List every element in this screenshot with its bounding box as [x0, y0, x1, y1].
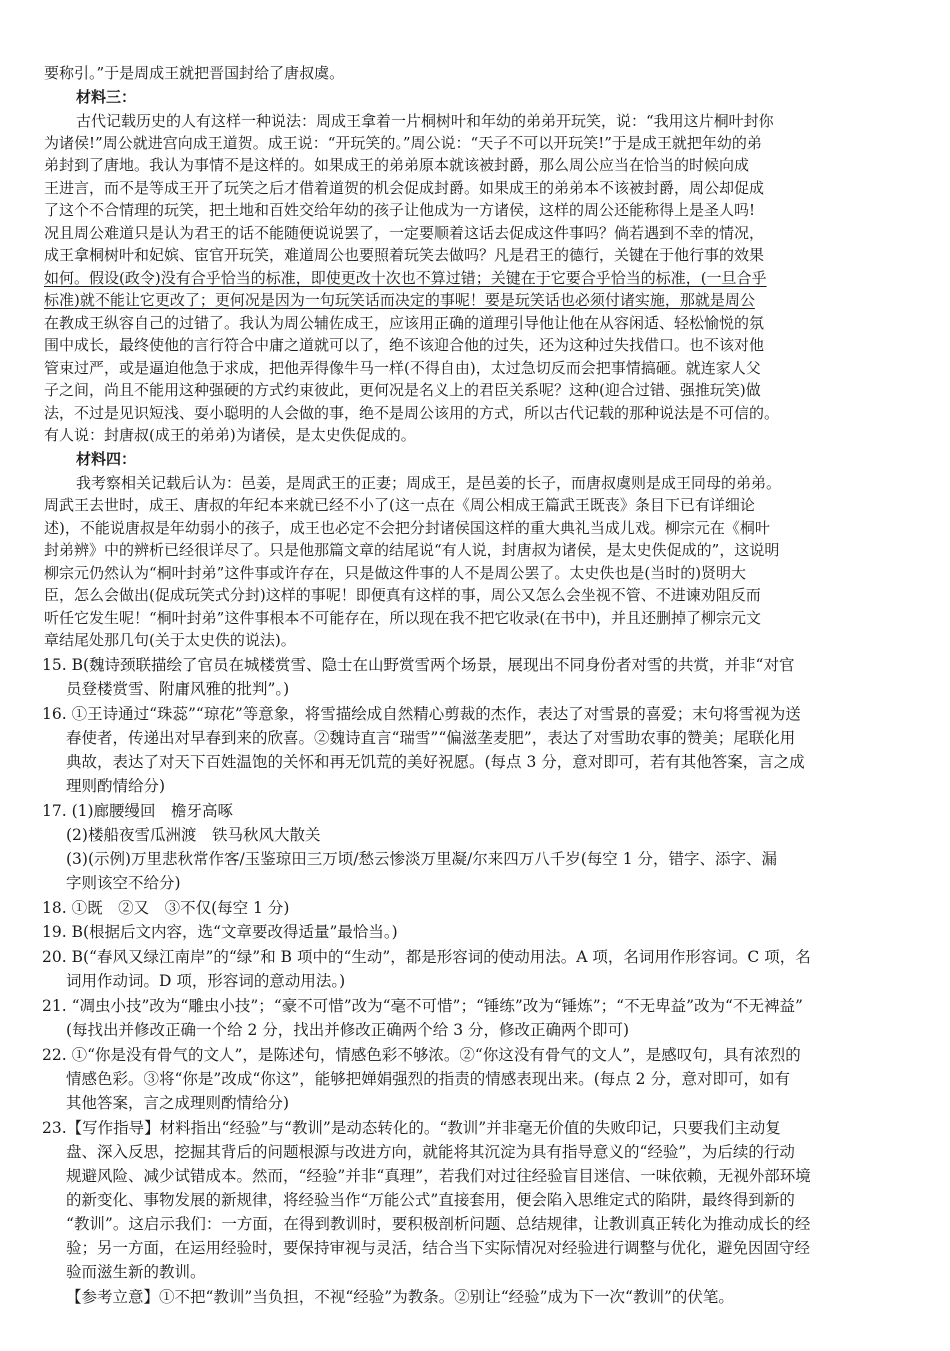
answer-23-cont: “教训”。这启示我们：一方面，在得到教训时，要积极剖析问题、总结规律，让教训真正转化为推动成长的经	[66, 1215, 811, 1233]
material3-line: 况且周公难道只是认为君王的话不能随便说说罢了，一定要顺着这话去促成这件事吗？倘若遇到不幸的情况，	[44, 224, 765, 242]
material4-line: 述)，不能说唐叔是年幼弱小的孩子，成王也必定不会把分封诸侯国这样的重大典礼当成儿戏。柳宗元在《桐叶	[44, 519, 770, 537]
material4-line: 我考察相关记载后认为：邑姜，是周武王的正妻；周成王，是邑姜的长子，而唐叔虞则是成王同母的弟弟。	[76, 474, 782, 492]
answer-23-cont: 验；另一方面，在运用经验时，要保持审视与灵活，结合当下实际情况对经验进行调整与优化，避免因固守经	[66, 1239, 811, 1257]
material3-line: 有人说：封唐叔(成王的弟弟)为诸侯，是太史佚促成的。	[44, 426, 416, 444]
material4-line: 章结尾处那几句(关于太史佚的说法)。	[44, 631, 296, 649]
answer-23-cont: 的新变化、事物发展的新规律，将经验当作“万能公式”直接套用，便会陷入思维定式的陷阱，最终得到新的	[66, 1191, 795, 1209]
answer-20: 20. B(“春风又绿江南岸”的“绿”和 B 项中的“生动”，都是形容词的使动用法。A 项，名词用作形容词。C 项，名	[42, 948, 811, 966]
answer-16-cont: 典故，表达了对天下百姓温饱的关怀和再无饥荒的美好祝愿。(每点 3 分，意对即可，若有其他答案，言之成	[66, 753, 805, 771]
answer-23-cont: 验而滋生新的教训。	[66, 1263, 206, 1281]
answer-18: 18. ①既 ②又 ③不仅(每空 1 分)	[42, 899, 290, 917]
answer-16-cont: 理则酌情给分)	[66, 777, 166, 795]
material3-line: 古代记载历史的人有这样一种说法：周成王拿着一片桐树叶和年幼的弟弟开玩笑，说：“我用这片桐叶封你	[76, 112, 774, 130]
material3-line: 围中成长，最终使他的言行符合中庸之道就可以了，绝不该迎合他的过失，还为这种过失找借口。也不该对他	[44, 336, 765, 354]
answer-17-2: (2)楼船夜雪瓜洲渡 铁马秋风大散关	[66, 826, 321, 844]
answer-19: 19. B(根据后文内容，选“文章要改得适量”最恰当。)	[42, 923, 398, 941]
material3-line: 王进言，而不是等成王开了玩笑之后才借着道贺的机会促成封爵。如果成王的弟弟本不该被封爵，周公却促成	[44, 179, 765, 197]
answer-16: 16. ①王诗通过“珠蕊”“琼花”等意象，将雪描绘成自然精心剪裁的杰作，表达了对雪景的喜爱；末句将雪视为送	[42, 705, 801, 723]
material3-line-underlined: 如何。假设(政令)没有合乎恰当的标准，即使更改十次也不算过错；关键在于它要合乎恰当的标准，(一旦合乎	[44, 269, 767, 287]
reference-idea: 【参考立意】①不把“教训”当负担，不视“经验”为教条。②别让“经验”成为下一次“教训”的伏笔。	[66, 1288, 734, 1306]
answer-20-cont: 词用作动词。D 项，形容词的意动用法。)	[66, 972, 346, 990]
material4-heading: 材料四：	[76, 450, 137, 468]
material3-line: 弟封到了唐地。我认为事情不是这样的。如果成王的弟弟原本就该被封爵，那么周公应当在恰当的时候向成	[44, 156, 750, 174]
material4-line: 封弟辨》中的辨析已经很详尽了。只是他那篇文章的结尾说“有人说，封唐叔为诸侯，是太史佚促成的”，这说明	[44, 541, 780, 559]
material4-line: 听任它发生呢！“桐叶封弟”这件事根本不可能存在，所以现在我不把它收录(在书中)，并且还删掉了柳宗元文	[44, 609, 762, 627]
answer-17: 17. (1)廊腰缦回 檐牙高啄	[42, 802, 234, 820]
intro-tail: 要称引。”于是周成王就把晋国封给了唐叔虞。	[44, 64, 345, 82]
answer-23: 23.【写作指导】材料指出“经验”与“教训”是动态转化的。“教训”并非毫无价值的失败印记，只要我们主动复	[42, 1119, 781, 1137]
material4-line: 周武王去世时，成王、唐叔的年纪本来就已经不小了(这一点在《周公相成王篇武王既丧》条目下已有详细论	[44, 496, 755, 514]
answer-22-cont: 情感色彩。③将“你是”改成“你这”，能够把婵娟强烈的指责的情感表现出来。(每点 2 分，意对即可，如有	[66, 1070, 790, 1088]
material3-line: 成王拿桐树叶和妃嫔、宦官开玩笑，难道周公也要照着玩笑去做吗？凡是君王的德行，关键在于他行事的效果	[44, 246, 765, 264]
answer-22: 22. ①“你是没有骨气的文人”，是陈述句，情感色彩不够浓。②“你这没有骨气的文人”，是感叹句，具有浓烈的	[42, 1046, 801, 1064]
answer-23-cont: 盘、深入反思，挖掘其背后的问题根源与改进方向，就能将其沉淀为具有指导意义的“经验”，为后续的行动	[66, 1143, 795, 1161]
material3-line: 为诸侯!”周公就进宫向成王道贺。成王说：“开玩笑的。”周公说：“天子不可以开玩笑!”于是成王就把年幼的弟	[44, 134, 762, 152]
answer-22-cont: 其他答案，言之成理则酌情给分)	[66, 1094, 290, 1112]
material3-line: 子之间，尚且不能用这种强硬的方式约束彼此，更何况是名义上的君臣关系呢？这种(迎合过错、强推玩笑)做	[44, 381, 761, 399]
material3-line-underlined: 标准)就不能让它更改了；更何况是因为一句玩笑话而决定的事呢！要是玩笑话也必须付诸实施，那就是周公	[44, 291, 755, 309]
material3-line: 了这个不合情理的玩笑，把土地和百姓交给年幼的孩子让他成为一方诸侯，这样的周公还能称得上是圣人吗!	[44, 201, 756, 219]
material3-line: 法，不过是见识短浅、耍小聪明的人会做的事，绝不是周公该用的方式，所以古代记载的那种说法是不可信的。	[44, 404, 780, 422]
material4-line: 臣，怎么会做出(促成玩笑式分封)这样的事呢！即便真有这样的事，周公又怎么会坐视不管、不进谏劝阻反而	[44, 586, 761, 604]
answer-15: 15. B(魏诗颈联描绘了官员在城楼赏雪、隐士在山野赏雪两个场景，展现出不同身份者对雪的共赏，并非“对官	[42, 656, 795, 674]
answer-15-cont: 员登楼赏雪、附庸风雅的批判”。)	[66, 680, 290, 698]
material3-line: 在教成王纵容自己的过错了。我认为周公辅佐成王，应该用正确的道理引导他让他在从容闲适、轻松愉悦的氛	[44, 314, 765, 332]
answer-16-cont: 春使者，传递出对早春到来的欣喜。②魏诗直言“瑞雪”“偏滋垄麦肥”，表达了对雪助农事的赞美；尾联化用	[66, 729, 796, 747]
answer-21-cont: (每找出并修改正确一个给 2 分，找出并修改正确两个给 3 分，修改正确两个即可)	[66, 1021, 630, 1039]
material3-heading: 材料三：	[76, 88, 137, 106]
answer-17-3: (3)(示例)万里悲秋常作客/玉鉴琼田三万顷/愁云惨淡万里凝/尔来四万八千岁(每空 1 分，错字、添字、漏	[66, 850, 777, 868]
material3-line: 管束过严，或是逼迫他急于求成，把他弄得像牛马一样(不得自由)，太过急切反而会把事情搞砸。就连家人父	[44, 359, 761, 377]
answer-17-cont: 字则该空不给分)	[66, 874, 181, 892]
answer-23-cont: 规避风险、减少试错成本。然而，“经验”并非“真理”，若我们对过往经验盲目迷信、一味依赖，无视外部环境	[66, 1167, 811, 1185]
material4-line: 柳宗元仍然认为“桐叶封弟”这件事或许存在，只是做这件事的人不是周公罢了。太史佚也是(当时的)贤明大	[44, 564, 747, 582]
answer-21: 21. “凋虫小技”改为“雕虫小技”；“豪不可惜”改为“毫不可惜”；“锤练”改为“锤炼”；“不无卑益”改为“不无裨益”	[42, 997, 803, 1015]
